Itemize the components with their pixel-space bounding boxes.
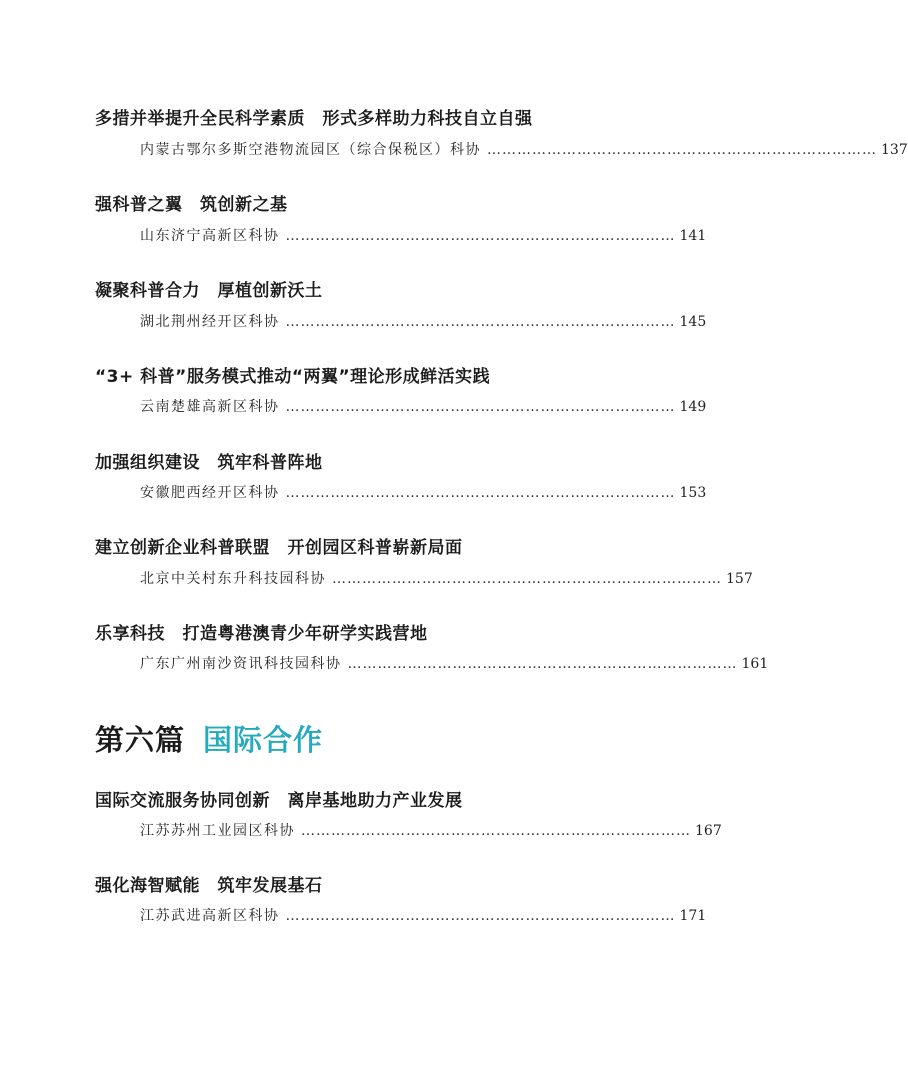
toc-entry-line[interactable] — [140, 568, 753, 588]
toc-entry-org: 广东广州南沙资讯科技园科协 — [140, 656, 342, 672]
toc-entry-line[interactable] — [140, 653, 769, 673]
toc-entry-page: 141 — [679, 228, 707, 244]
toc-entry-page: 157 — [726, 571, 753, 587]
toc-entry-line[interactable] — [140, 225, 707, 245]
toc-entry-title: “3+ 科普”服务模式推动“两翼”理论形成鲜活实践 — [95, 367, 491, 387]
toc-entry-org: 山东济宁高新区科协 — [140, 228, 280, 244]
leader-dots: …………………………………………………………………… — [347, 656, 738, 672]
leader-dots: …………………………………………………………………… — [285, 399, 676, 415]
leader-dots: …………………………………………………………………… — [332, 571, 722, 587]
toc-entry-org: 江苏苏州工业园区科协 — [140, 823, 295, 839]
toc-entry-page: 149 — [679, 399, 707, 415]
part-label: 第六篇 — [95, 723, 186, 757]
toc-entry-title: 建立创新企业科普联盟 开创园区科普崭新局面 — [95, 538, 463, 558]
toc-entry-title: 加强组织建设 筑牢科普阵地 — [95, 453, 323, 473]
toc-entry-line[interactable] — [140, 311, 707, 331]
toc-entry-line[interactable] — [140, 905, 707, 925]
leader-dots: …………………………………………………………………… — [285, 314, 676, 330]
toc-entry-page: 171 — [679, 908, 707, 924]
toc-entry-org: 云南楚雄高新区科协 — [140, 399, 280, 415]
part-heading — [95, 718, 323, 759]
leader-dots: …………………………………………………………………… — [487, 142, 877, 158]
toc-entry-page: 145 — [679, 314, 707, 330]
toc-entry-org: 北京中关村东升科技园科协 — [140, 571, 326, 587]
toc-entry-page: 167 — [695, 823, 722, 839]
toc-entry-title: 强化海智赋能 筑牢发展基石 — [95, 876, 323, 896]
toc-entry-line[interactable] — [140, 396, 707, 416]
toc-entry-line[interactable] — [140, 820, 722, 840]
toc-entry-org: 湖北荆州经开区科协 — [140, 314, 280, 330]
toc-entry-org: 安徽肥西经开区科协 — [140, 485, 280, 501]
toc-entry-page: 137 — [881, 142, 908, 158]
part-name: 国际合作 — [203, 723, 324, 757]
leader-dots: …………………………………………………………………… — [285, 485, 676, 501]
toc-entry-org: 内蒙古鄂尔多斯空港物流园区（综合保税区）科协 — [140, 142, 481, 158]
toc-entry-line[interactable] — [140, 139, 908, 159]
toc-entry-title: 凝聚科普合力 厚植创新沃土 — [95, 281, 323, 301]
toc-entry-title: 多措并举提升全民科学素质 形式多样助力科技自立自强 — [95, 109, 533, 129]
toc-entry-line[interactable] — [140, 482, 707, 502]
toc-entry-title: 国际交流服务协同创新 离岸基地助力产业发展 — [95, 791, 463, 811]
toc-entry-page: 153 — [679, 485, 707, 501]
toc-entry-page: 161 — [741, 656, 769, 672]
leader-dots: …………………………………………………………………… — [285, 228, 676, 244]
leader-dots: …………………………………………………………………… — [301, 823, 691, 839]
toc-entry-title: 强科普之翼 筑创新之基 — [95, 195, 288, 215]
toc-entry-org: 江苏武进高新区科协 — [140, 908, 280, 924]
leader-dots: …………………………………………………………………… — [285, 908, 676, 924]
toc-entry-title: 乐享科技 打造粤港澳青少年研学实践营地 — [95, 624, 428, 644]
